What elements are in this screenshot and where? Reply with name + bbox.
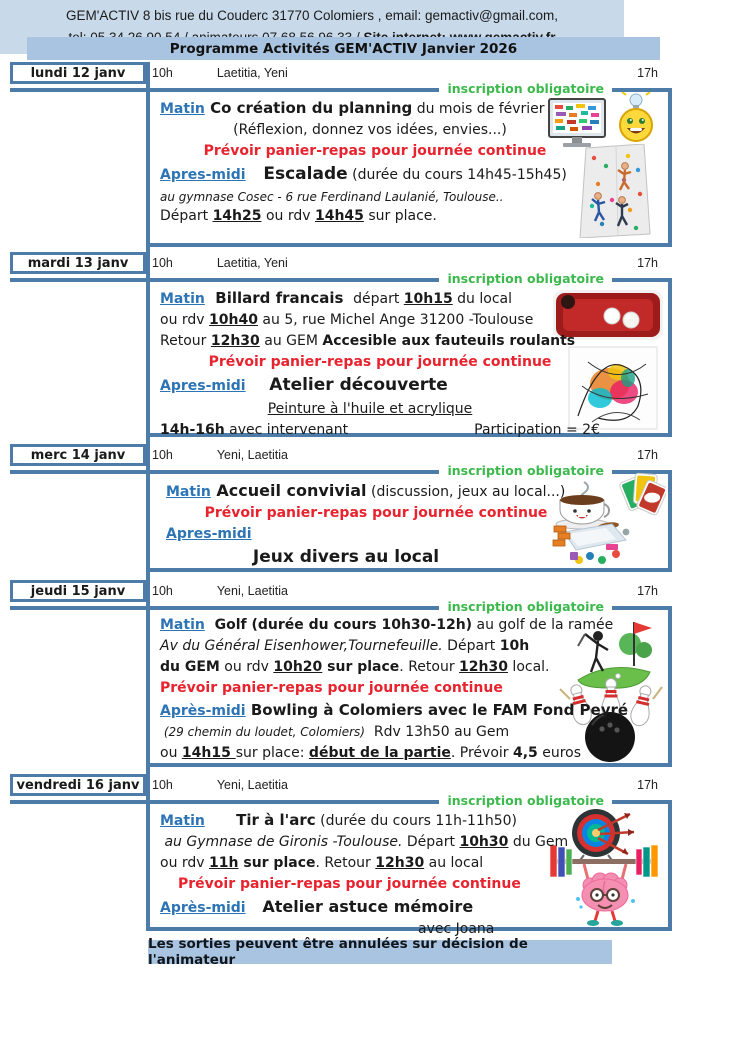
day-label-text: vendredi 16 janv — [16, 777, 140, 793]
text-run — [160, 420, 348, 441]
schedule-line — [160, 206, 622, 227]
time-highlight: 10h20 — [273, 659, 323, 675]
lunch-warning: Prévoir panier-repas pour journée continue — [203, 143, 547, 159]
location-line — [160, 636, 660, 657]
participation-fee: Participation = 2€ — [474, 421, 600, 438]
address-text: au Gymnase de Gironis -Toulouse. — [160, 834, 403, 850]
lunch-warning: Prévoir panier-repas pour journée continue — [178, 876, 521, 892]
text-run: . Retour — [399, 659, 460, 675]
text-run: ou — [160, 745, 182, 761]
text-run: au golf de la ramée — [472, 617, 614, 633]
start-time: 10h — [152, 256, 173, 270]
time-highlight: 14h25 — [212, 207, 262, 224]
text-run: euros — [537, 745, 582, 761]
text-run: au 5, rue Michel Ange 31200 -Toulouse — [257, 312, 534, 328]
text-run: ou rdv — [160, 312, 210, 328]
lunch-warning: Prévoir panier-repas pour journée continue — [204, 505, 548, 521]
staff-names: Laetitia, Yeni — [216, 66, 288, 80]
text-run: . Retour — [315, 855, 376, 871]
afternoon-line — [166, 524, 628, 545]
page-title-text: Programme Activités GEM'ACTIV Janvier 2026 — [169, 40, 518, 57]
time-highlight: 14h15 — [181, 745, 236, 761]
inscription-badge: inscription obligatoire — [439, 81, 612, 96]
cancellation-notice-text: Les sorties peuvent être annulées sur décision de l'animateur — [148, 936, 528, 968]
time-highlight: 10h — [499, 638, 530, 654]
text-run: au local — [424, 855, 484, 871]
text-run: (discussion, jeux au local...) — [366, 484, 566, 500]
footer-address-line: GEM'ACTIV 8 bis rue du Couderc 31770 Colomiers , email: gemactiv@gmail.com, — [66, 7, 558, 23]
cancellation-notice — [148, 936, 612, 968]
activity-box-lundi — [146, 81, 672, 247]
text-run: sur place — [322, 659, 400, 675]
end-time: 17h — [637, 448, 658, 462]
start-time: 10h — [152, 778, 173, 792]
time-highlight: 14h45 — [314, 207, 364, 224]
text-run: départ — [348, 291, 404, 307]
activity-box-vendredi — [146, 793, 672, 937]
time-highlight: 10h15 — [403, 291, 453, 307]
time-highlight: 10h30 — [459, 834, 509, 850]
schedule-line — [160, 420, 600, 441]
staff-names: Yeni, Laetitia — [216, 778, 288, 792]
text-run: avec intervenant — [224, 421, 349, 438]
morning-line — [160, 97, 622, 120]
text-run: Retour — [160, 333, 211, 349]
text-run: Départ — [402, 834, 460, 850]
staff-names: Yeni, Laetitia — [216, 448, 288, 462]
period-label: Matin — [160, 101, 205, 117]
inscription-badge: inscription obligatoire — [439, 599, 612, 614]
end-time: 17h — [637, 778, 658, 792]
text-run: du GEM — [160, 659, 220, 675]
text-run: début de la partie — [308, 745, 451, 761]
afternoon-line — [160, 895, 622, 919]
start-time: 10h — [152, 66, 173, 80]
period-label: Matin — [160, 291, 205, 307]
text-run: du local — [452, 291, 512, 307]
day-label-mercredi — [10, 444, 146, 466]
day-label-text: mardi 13 janv — [27, 255, 129, 271]
day-label-text: merc 14 janv — [30, 447, 126, 463]
period-label: Apres-midi — [166, 526, 252, 542]
morning-line — [160, 287, 622, 310]
text-run: local. — [507, 659, 550, 675]
schedule-line — [160, 331, 622, 352]
text-run: du Gem — [508, 834, 569, 850]
lunch-warning: Prévoir panier-repas pour journée continue — [160, 680, 503, 696]
location-line — [160, 722, 660, 743]
day-label-lundi — [10, 62, 146, 84]
end-time: 17h — [637, 584, 658, 598]
morning-note: (Réflexion, donnez vos idées, envies...) — [233, 122, 507, 138]
time-highlight: 11h — [209, 855, 239, 871]
time-highlight: 10h40 — [209, 312, 258, 328]
activity-title: Escalade — [245, 164, 348, 184]
schedule-line — [160, 853, 622, 874]
morning-line — [160, 615, 660, 636]
period-label: Après-midi — [160, 900, 246, 916]
end-time: 17h — [637, 66, 658, 80]
text-run: Départ — [160, 207, 213, 224]
activity-title: Accueil convivial — [210, 481, 367, 500]
schedule-line — [160, 657, 660, 678]
time-highlight: 12h30 — [375, 855, 425, 871]
divider — [10, 470, 146, 474]
text-run: du mois de février — [412, 101, 545, 117]
period-label: Matin — [160, 617, 205, 633]
accessibility-note: Accesible aux fauteuils roulants — [322, 333, 576, 349]
morning-line — [166, 479, 628, 503]
location-line — [160, 832, 622, 853]
activity-box-mercredi — [146, 463, 672, 572]
text-run: sur place — [238, 855, 316, 871]
text-run: ou rdv — [160, 855, 210, 871]
text-run: sur place: — [235, 745, 309, 761]
activity-title: Co création du planning — [204, 99, 413, 117]
address-text: (29 chemin du loudet, Colomiers) — [160, 725, 365, 739]
text-run: . Prévoir — [450, 745, 513, 761]
divider — [10, 800, 146, 804]
divider — [10, 606, 146, 610]
afternoon-line — [160, 162, 622, 188]
period-label: Apres-midi — [160, 378, 246, 394]
start-time: 10h — [152, 584, 173, 598]
text-run: ou rdv — [219, 659, 274, 675]
activity-title: Tir à l'arc — [204, 811, 316, 829]
day-label-vendredi — [10, 774, 146, 796]
start-time: 10h — [152, 448, 173, 462]
activity-title: Bowling à Colomiers avec le FAM Fond Peyré — [245, 701, 629, 719]
activity-box-jeudi — [146, 599, 672, 767]
period-label: Après-midi — [160, 703, 246, 719]
time-highlight: 14h-16h — [160, 421, 225, 438]
staff-names: Yeni, Laetitia — [216, 584, 288, 598]
activity-box-mardi — [146, 271, 672, 438]
staff-names: Laetitia, Yeni — [216, 256, 288, 270]
text-run: ou rdv — [261, 207, 315, 224]
activity-title: Atelier découverte — [245, 375, 448, 395]
text-run: sur place. — [363, 207, 437, 224]
time-highlight: 12h30 — [459, 659, 508, 675]
inscription-badge: inscription obligatoire — [439, 463, 612, 478]
period-label: Apres-midi — [160, 167, 246, 183]
day-label-text: jeudi 15 janv — [30, 583, 126, 599]
schedule-line — [160, 310, 622, 331]
morning-line — [160, 809, 622, 832]
schedule-line — [160, 743, 660, 764]
end-time: 17h — [637, 256, 658, 270]
text-run: Départ — [442, 638, 500, 654]
page-title — [27, 37, 660, 60]
afternoon-line — [160, 699, 660, 722]
activity-title: Atelier astuce mémoire — [245, 897, 474, 916]
divider — [10, 88, 146, 92]
text-run: (durée du cours 11h-11h50) — [315, 813, 518, 829]
address-text: Av du Général Eisenhower,Tournefeuille. — [160, 638, 443, 654]
text-run: au GEM — [259, 333, 323, 349]
activity-title: Billard francais — [204, 289, 349, 307]
inscription-badge: inscription obligatoire — [439, 793, 612, 808]
inscription-badge: inscription obligatoire — [439, 271, 612, 286]
facilitator-line: avec Joana — [418, 921, 495, 937]
text-run: (durée du cours 14h45-15h45) — [347, 167, 567, 183]
activity-title: Golf (durée du cours 10h30-12h) — [204, 617, 473, 633]
period-label: Matin — [160, 813, 205, 829]
activity-title: Jeux divers au local — [252, 547, 440, 567]
day-label-jeudi — [10, 580, 146, 602]
afternoon-line — [160, 373, 622, 399]
location-line: au gymnase Cosec - 6 rue Ferdinand Laulanié, Toulouse.. — [160, 189, 504, 204]
fee-amount: 4,5 — [512, 745, 538, 761]
lunch-warning: Prévoir panier-repas pour journée continue — [208, 354, 552, 370]
time-highlight: 12h30 — [210, 333, 260, 349]
activity-subtitle: Peinture à l'huile et acrylique — [267, 400, 473, 417]
day-label-text: lundi 12 janv — [30, 65, 126, 81]
day-label-mardi — [10, 252, 146, 274]
divider — [10, 278, 146, 282]
period-label: Matin — [166, 484, 211, 500]
text-run: Rdv 13h50 au Gem — [364, 724, 510, 740]
